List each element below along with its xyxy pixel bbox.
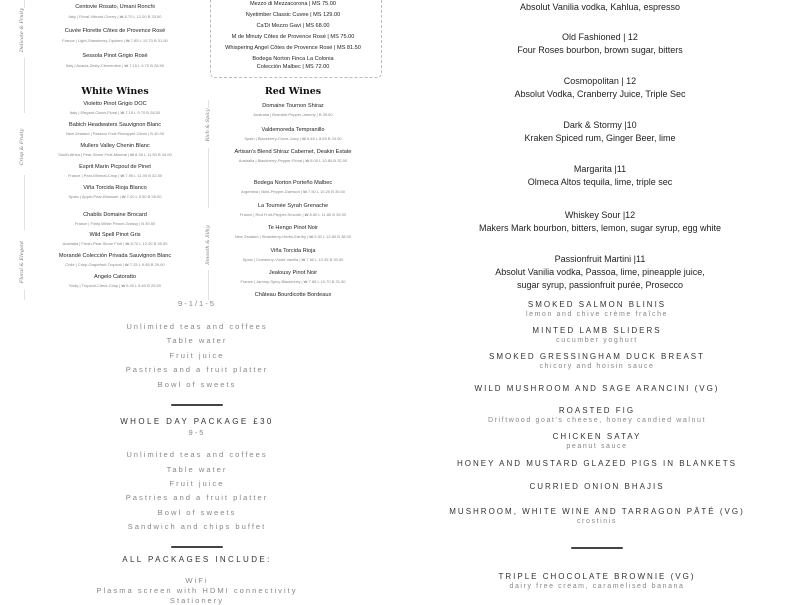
cocktail-name: Passionfruit Martini |11 [554,254,646,264]
package-title: WHOLE DAY PACKAGE £30 [120,417,274,426]
wine-style-label: Crisp & Fruity [19,128,25,166]
canape-description: dairy free cream, caramelised banana [509,583,685,590]
package-time: 9-1/1-5 [177,299,217,308]
package-item: Unlimited teas and coffees [126,450,268,459]
canape-name: MINTED LAMB SLIDERS [532,326,662,335]
wine-detail: France | Jammy-Spicy-Blackberry | ₩ 7.85 L 10.70 B 31.50 [240,279,346,284]
wine-detail: France | Light-Strawberry-Opulent | ₩ 7.85 L 10.70 B 31.50 [62,38,168,43]
sparkling-wine: Mezzo di Mezzacorona | MS 75.00 [249,1,337,7]
cocktail-description: Olmeca Altos tequila, lime, triple sec [527,177,673,187]
package-item: Bowl of sweets [157,380,237,389]
canape-description: cucumber yoghurt [556,337,638,344]
package-item: Sandwich and chips buffet [127,522,267,531]
divider [208,270,209,300]
wine-detail: Argentina | Bold-Pepper-Damson | ₩ 7.50 L 10.20 B 30.00 [241,189,345,194]
package-item: Stationery [169,596,225,605]
wine-detail: Spain | Blackberry-Clove-Juicy | ₩ 6.45 L 8.65 B 24.50 [244,136,342,141]
wine-name: Centovie Rosato, Umani Ronchi [75,4,155,10]
wine-name: Artisan's Blend Shiraz Cabernet, Deakin Estate [234,149,352,155]
divider [208,100,209,108]
wine-name: Cuvée Florette Côtes de Provence Rosé [64,28,166,34]
cocktail-name: Margarita |11 [573,164,627,174]
wine-detail: Spain | Apple-Pear-Blossom | ₩ 7.00 L 9.50 B 28.00 [68,194,162,199]
wine-detail: Sicily | Tropical-Citrus-Crisp | ₩ 6.40 L 8.60 B 25.50 [69,283,161,288]
divider [571,547,623,549]
canape-description: Driftwood goat's cheese, honey candied walnut [487,417,707,424]
divider [24,0,25,8]
wine-name: Te Hengo Pinot Noir [267,225,319,231]
wine-detail: Australia | Bramble-Pepper-Jammy | B 39.50 [253,112,333,117]
canape-name: HONEY AND MUSTARD GLAZED PIGS IN BLANKETS [457,459,737,468]
wine-name: Viña Torcida Rioja [270,248,316,254]
package-time: 9-5 [188,428,206,437]
sparkling-wine: Whispering Angel Côtes de Provence Rosé | MS 81.50 [225,45,361,51]
wine-style-label: Delicate & Fruity [19,7,25,53]
cocktail-description: Four Roses bourbon, brown sugar, bitters [517,45,683,55]
sparkling-wine: Nyetimber Classic Cuvee | MS 129.00 [245,12,341,18]
canape-description: peanut sauce [566,443,628,450]
wine-detail: France | Pear-Mineral-Crisp | ₩ 7.95 L 11.00 B 32.50 [67,173,163,178]
wine-name: Violetto Pinot Grigio DOC [83,101,147,107]
wine-style-label: Rich & Spicy [205,108,211,142]
divider [24,175,25,230]
cocktail-description: Absolut Vodka, Cranberry Juice, Triple Sec [514,89,686,99]
cocktail-description: Kraken Spiced rum, Ginger Beer, lime [524,133,676,143]
sparkling-wine: Ca'Di Mezzo Gavi | MS 68.00 [256,23,330,29]
wine-name: Babich Headwaters Sauvignon Blanc [68,122,162,128]
package-item: Plasma screen with HDMI connectivity [96,586,298,595]
wine-name: Château Bourdicotte Bordeaux [254,292,332,298]
canape-name: ROASTED FIG [558,406,636,415]
canape-name: TRIPLE CHOCOLATE BROWNIE (VG) [498,572,696,581]
wine-name: Domaine Tournon Shiraz [262,103,324,109]
divider [24,58,25,113]
wine-detail: New Zealand | Strawberry-Herbs-Earthy | ₩ 9.30 L 12.80 B 38.00 [234,234,352,239]
package-item: Bowl of sweets [157,508,237,517]
wine-name: Sessola Pinot Grigio Rosé [82,53,148,59]
canape-name: SMOKED GRESSINGHAM DUCK BREAST [488,352,706,361]
wine-detail: Italy | Floral-Vibrant-Cherry | ₩ 8.70 L 12.00 B 33.50 [68,14,162,19]
sparkling-wine: Bodega Norton Finca La Colonia [252,56,334,62]
wine-detail: Italy | Elegant-Clean-Floral | ₩ 7.15 L 9.70 B 28.50 [69,110,161,115]
wine-name: Angelo Catoratto [94,274,136,280]
wine-name: Chablis Domaine Brocard [83,212,147,218]
canape-name: CHICKEN SATAY [552,432,642,441]
package-item: WiFi [185,576,209,585]
cocktail-name: Cosmopolitan | 12 [563,76,637,86]
wine-detail: Italy | Acacia-Zesty-Clementine | ₩ 7.15 L 9.70 B 28.50 [66,63,164,68]
wine-name: La Tournée Syrah Grenache [257,203,329,209]
divider [24,290,25,300]
wine-name: Mullers Valley Chenin Blanc [80,143,150,149]
wine-detail: New Zealand | Passion Fruit-Pineapple-Citrus | B 40.00 [65,131,165,136]
wine-detail: Spain | Cranberry-Violet-Vanilla | ₩ 7.60 L 10.35 B 30.50 [242,257,344,262]
cocktail-description: Makers Mark bourbon, bitters, lemon, sugar syrup, egg white [478,223,722,233]
wine-name: Jealousy Pinot Noir [268,270,318,276]
canape-description: lemon and chive crème fraîche [525,311,669,318]
wine-name: Valdemoreda Tempranillo [261,127,325,133]
cocktail-description: sugar syrup, passionfruit purée, Prosecco [516,280,684,290]
canape-name: MUSHROOM, WHITE WINE AND TARRAGON PÂTÉ (VG) [449,507,745,516]
cocktail-description: Absolut Vanilia vodka, Kahlua, espresso [520,2,680,12]
wine-name: Esprit Marin Picpoul de Pinet [79,164,151,170]
wine-detail: Australia | Blackberry-Pepper-Floral | ₩ 8.00 L 10.85 B 32.00 [238,158,348,163]
divider [171,404,223,406]
section-heading: Red Wines [264,86,322,97]
sparkling-wine: Colección Malbec | MS 72.00 [256,64,330,70]
canape-description: chicory and hoisin sauce [539,363,655,370]
section-heading: White Wines [81,86,149,97]
sparkling-wine: M de Minuty Côtes de Provence Rosé | MS 75.00 [231,34,355,40]
package-item: Table water [166,465,228,474]
canape-name: SMOKED SALMON BLINIS [527,300,667,309]
cocktail-name: Old Fashioned | 12 [562,32,638,42]
cocktail-description: Absolut Vanilia vodka, Passoa, lime, pineapple juice, [495,267,705,277]
wine-name: Morandé Colección Privada Sauvignon Blanc [58,253,172,259]
wine-name: Bodega Norton Porteño Malbec [253,180,333,186]
package-item: Table water [166,336,228,345]
cocktail-name: Dark & Stormy |10 [563,120,637,130]
wine-style-label: Floral & Elegant [19,240,25,284]
package-item: Pastries and a fruit platter [125,493,269,502]
package-item: Unlimited teas and coffees [126,322,268,331]
wine-style-label: Smooth & Silky [205,225,211,265]
wine-name: Viña Torcida Rioja Blanco [83,185,147,191]
divider [171,546,223,548]
wine-detail: France | Red Fruit-Pepper-Smooth | ₩ 8.60 L 11.80 B 35.00 [239,212,347,217]
package-title: ALL PACKAGES INCLUDE: [122,555,272,564]
wine-detail: France | Flinty-White Peach-Grassy | B 39.50 [74,221,156,226]
package-item: Pastries and a fruit platter [125,365,269,374]
canape-name: CURRIED ONION BHAJIS [529,482,665,491]
wine-detail: South Africa | Pear-Stone Fruit-Mineral | ₩ 8.35 L 11.50 B 34.00 [58,152,172,157]
wine-detail: Australia | Fresh-Pear-Stone Fruit | ₩ 8.70 L 12.00 B 35.50 [62,241,168,246]
package-item: Fruit juice [169,351,225,360]
cocktail-name: Whiskey Sour |12 [564,210,636,220]
package-item: Fruit juice [169,479,225,488]
canape-name: WILD MUSHROOM AND SAGE ARANCINI (VG) [474,384,720,393]
divider [208,148,209,208]
canape-description: crostinis [576,518,618,525]
wine-name: Wild Spell Pinot Gris [89,232,141,238]
wine-detail: Chile | Crisp-Grapefruit-Tropical | ₩ 7.25 L 9.85 B 29.00 [65,262,165,267]
